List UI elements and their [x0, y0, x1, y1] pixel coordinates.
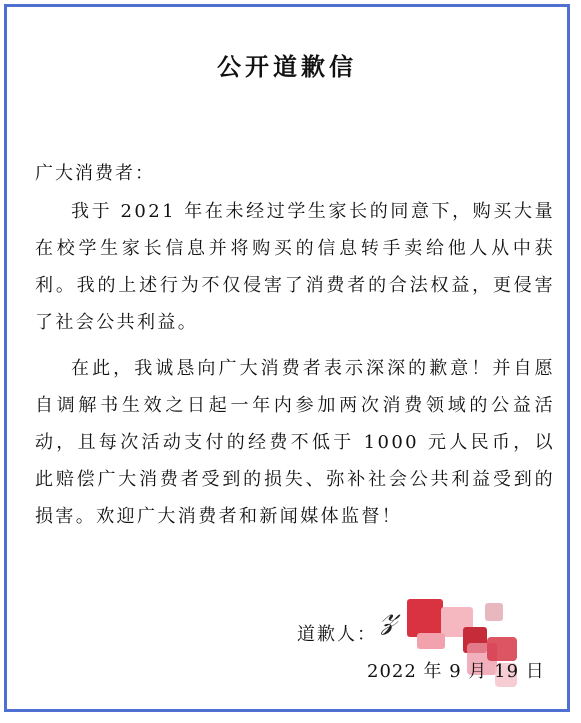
signature-redaction-block — [407, 599, 443, 637]
signature-stroke: 𝓏 — [381, 595, 398, 636]
signature-label: 道歉人： — [297, 624, 377, 645]
letter-salutation: 广大消费者： — [35, 163, 155, 184]
letter-paragraph-2: 在此，我诚恳向广大消费者表示深深的歉意！并自愿自调解书生效之日起一年内参加两次消费领域的公益活动，且每次活动支付的经费不低于 1000 元人民币，以此赔偿广大消费者受到的损失、弥补社会公共利益受到的损害。欢迎广大消费者和新闻媒体监督！ — [35, 358, 555, 527]
letter-title: 公开道歉信 — [217, 53, 357, 81]
signature-redaction-block — [485, 603, 503, 621]
letter-date-row — [367, 653, 545, 687]
letter-paragraph-1: 我于 2021 年在未经过学生家长的同意下，购买大量在校学生家长信息并将购买的信息转手卖给他人从中获利。我的上述行为不仅侵害了消费者的合法权益，更侵害了社会公共利益。 — [35, 201, 555, 333]
letter-frame — [4, 4, 570, 712]
signature-redaction-block — [417, 633, 445, 649]
letter-date: 2022 年 9 月 19 日 — [367, 661, 545, 682]
